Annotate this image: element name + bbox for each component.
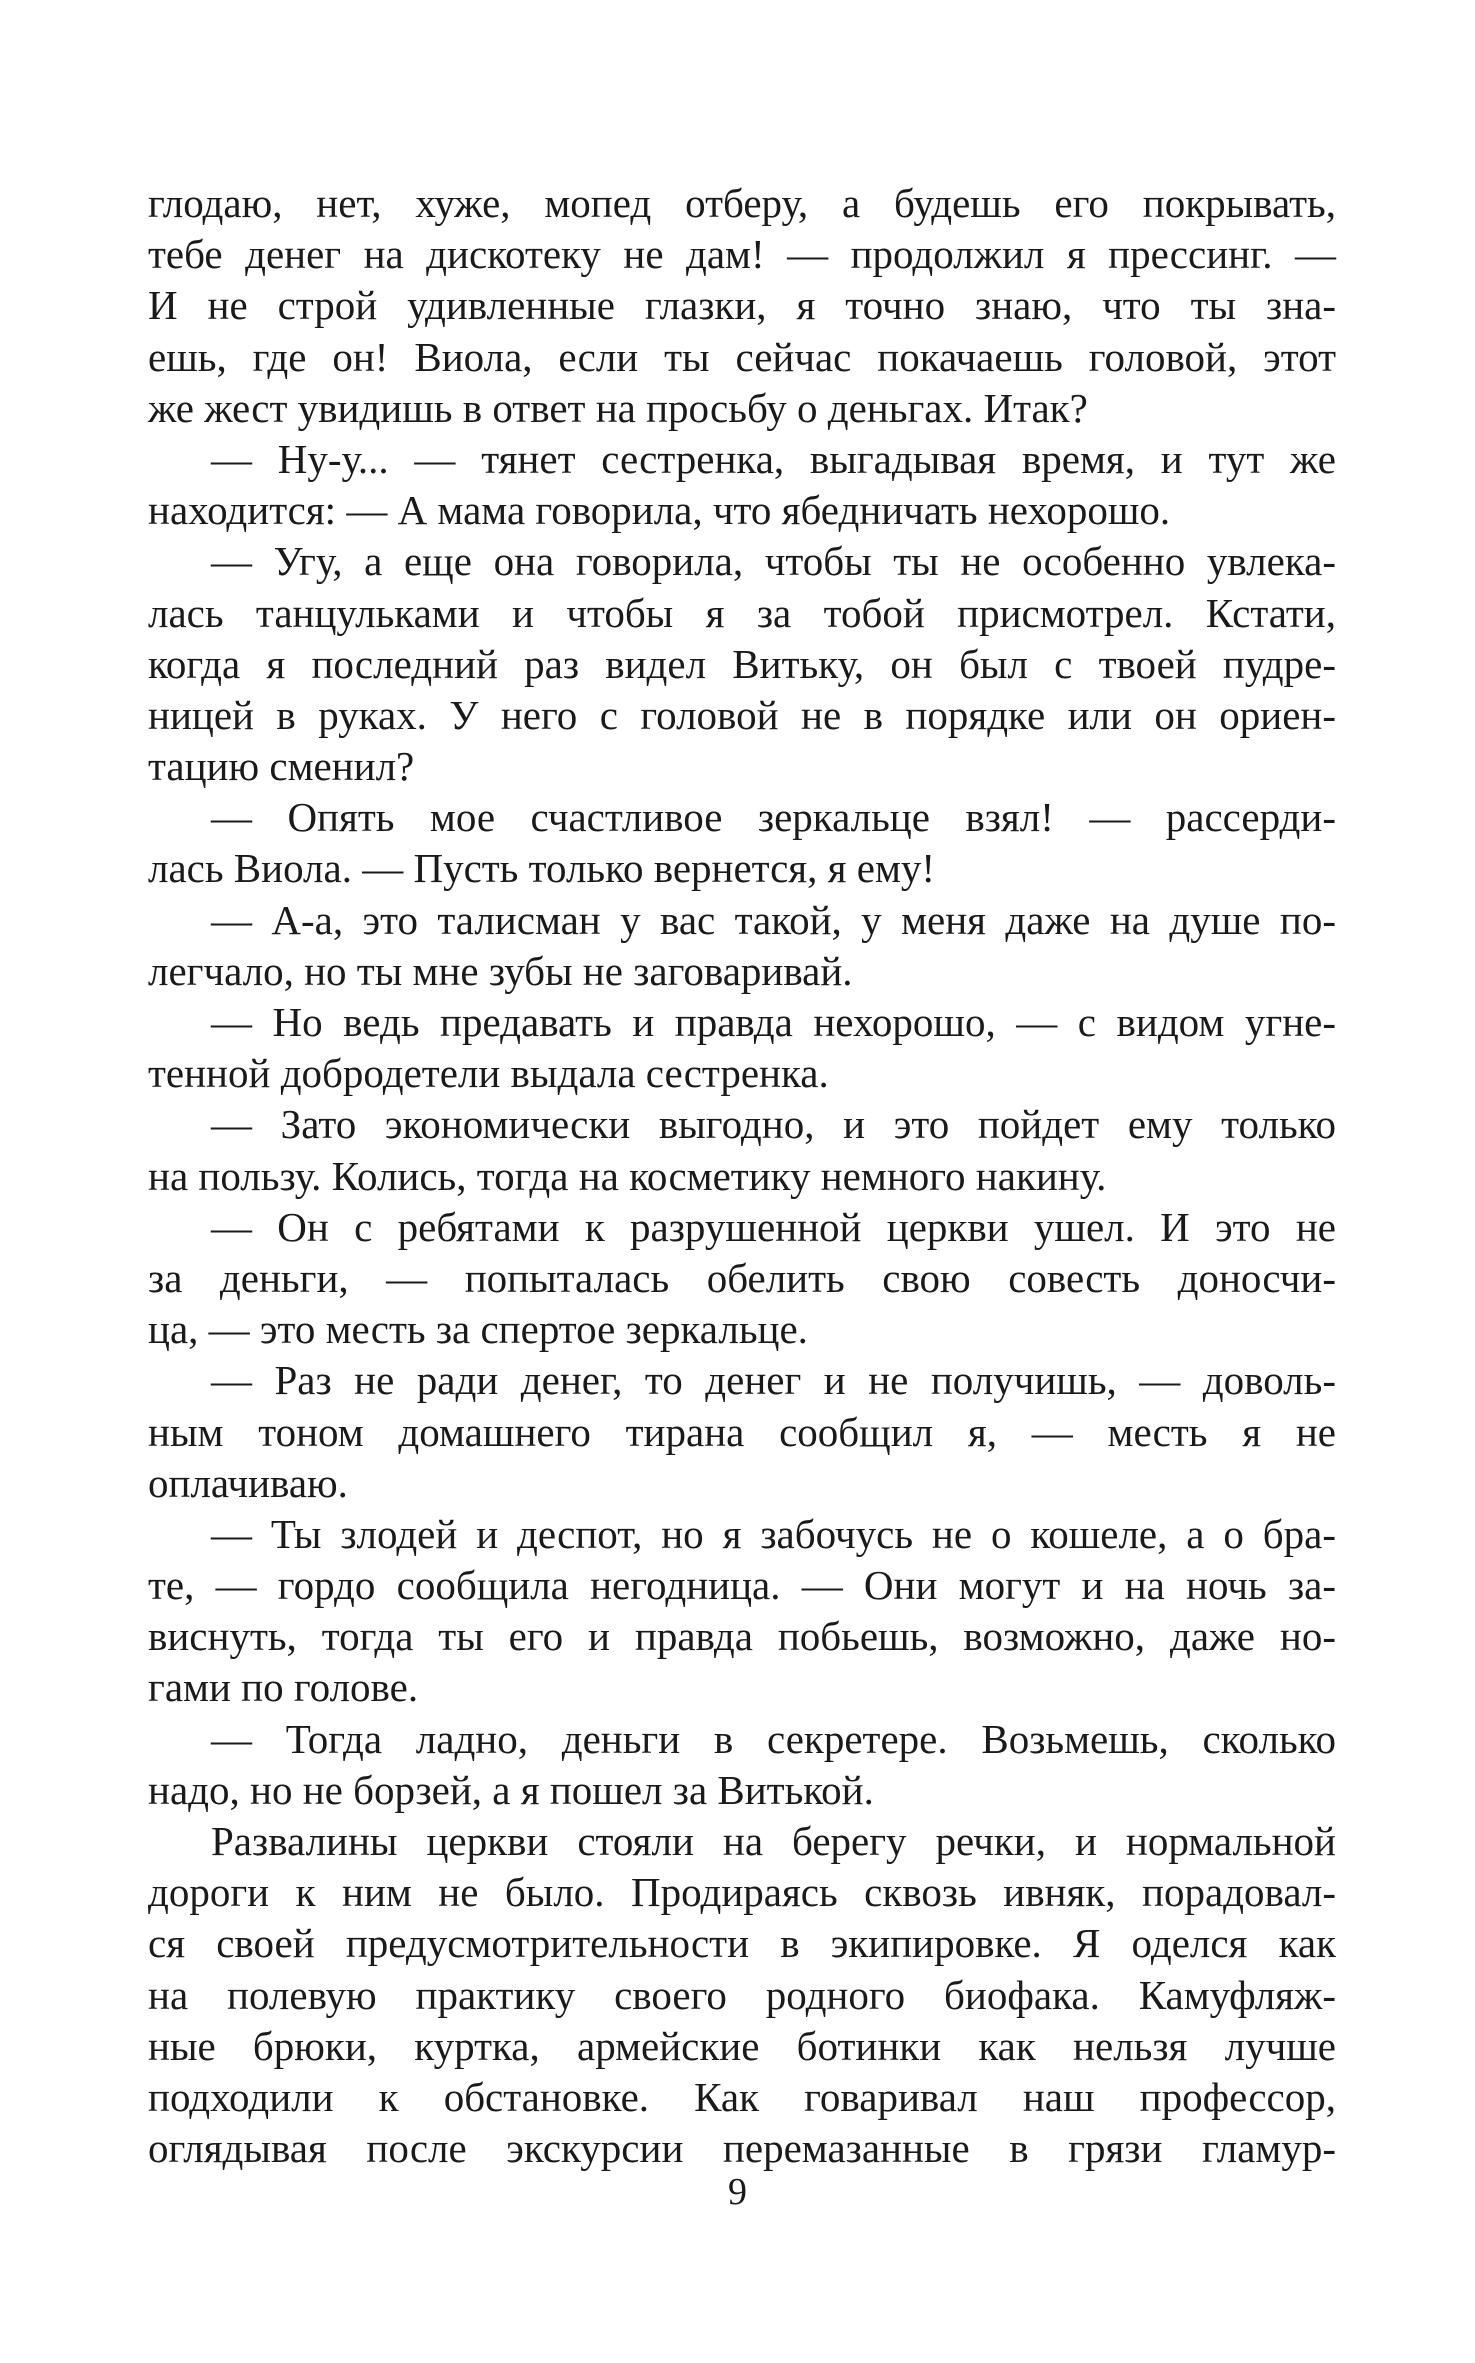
- text-line: ным тоном домашнего тирана сообщил я, — месть я не: [148, 1408, 1336, 1455]
- text-line: — Тогда ладно, деньги в секретере. Возьмешь, сколько: [211, 1715, 1336, 1762]
- text-line: — Он с ребятами к разрушенной церкви ушел. И это не: [211, 1203, 1336, 1250]
- text-line: — Угу, а еще она говорила, чтобы ты не особенно увлека-: [211, 538, 1336, 585]
- text-line: ца, — это месть за спертое зеркальце.: [148, 1306, 808, 1353]
- text-line: лась Виола. — Пусть только вернется, я ему!: [148, 845, 936, 892]
- text-line: тацию сменил?: [148, 743, 415, 790]
- text-line: — Опять мое счастливое зеркальце взял! — рассерди-: [211, 794, 1336, 841]
- text-line: гами по голове.: [148, 1664, 419, 1711]
- text-line: тебе денег на дискотеку не дам! — продолжил я прессинг. —: [148, 231, 1336, 278]
- text-line: ницей в руках. У него с головой не в порядке или он ориен-: [148, 691, 1336, 738]
- text-line: — Зато экономически выгодно, и это пойдет ему только: [211, 1101, 1336, 1148]
- text-line: дороги к ним не было. Продираясь сквозь ивняк, порадовал-: [148, 1869, 1336, 1916]
- text-line: — А-а, это талисман у вас такой, у меня даже на душе по-: [211, 896, 1336, 943]
- text-line: те, — гордо сообщила негодница. — Они могут и на ночь за-: [148, 1562, 1336, 1609]
- text-line: находится: — А мама говорила, что ябедничать нехорошо.: [148, 487, 1171, 534]
- text-line: — Раз не ради денег, то денег и не получишь, — доволь-: [211, 1357, 1336, 1404]
- text-line: на пользу. Колись, тогда на косметику немного накину.: [148, 1152, 1107, 1199]
- text-line: ешь, где он! Виола, если ты сейчас покачаешь головой, этот: [148, 333, 1336, 380]
- text-line: же жест увидишь в ответ на просьбу о деньгах. Итак?: [148, 384, 1088, 431]
- text-line: на полевую практику своего родного биофака. Камуфляж-: [148, 1971, 1336, 2018]
- text-line: оглядывая после экскурсии перемазанные в грязи гламур-: [148, 2125, 1336, 2172]
- text-line: — Но ведь предавать и правда нехорошо, — с видом угне-: [211, 999, 1336, 1045]
- text-line: — Ну-у... — тянет сестренка, выгадывая время, и тут же: [211, 435, 1336, 482]
- text-line: подходили к обстановке. Как говаривал наш профессор,: [148, 2073, 1336, 2120]
- text-line: оплачиваю.: [148, 1459, 348, 1506]
- text-line: — Ты злодей и деспот, но я забочусь не о кошеле, а о бра-: [211, 1510, 1336, 1557]
- text-line: глодаю, нет, хуже, мопед отберу, а будешь его покрывать,: [148, 180, 1336, 226]
- text-line: надо, но не борзей, а я пошел за Витькой.: [148, 1766, 874, 1813]
- text-line: виснуть, тогда ты его и правда побьешь, возможно, даже но-: [148, 1613, 1336, 1660]
- text-line: И не строй удивленные глазки, я точно знаю, что ты зна-: [148, 282, 1336, 329]
- text-line: тенной добродетели выдала сестренка.: [148, 1050, 829, 1097]
- text-line: ся своей предусмотрительности в экипировке. Я оделся как: [148, 1920, 1336, 1967]
- text-line: легчало, но ты мне зубы не заговаривай.: [148, 947, 853, 994]
- page-number: 9: [728, 2171, 747, 2213]
- text-line: когда я последний раз видел Витьку, он был с твоей пудре-: [148, 640, 1336, 687]
- text-line: лась танцульками и чтобы я за тобой присмотрел. Кстати,: [148, 589, 1336, 636]
- text-line: ные брюки, куртка, армейские ботинки как нельзя лучше: [148, 2022, 1336, 2069]
- text-line: Развалины церкви стояли на берегу речки, и нормальной: [211, 1818, 1336, 1864]
- text-line: за деньги, — попыталась обелить свою совесть доносчи-: [148, 1254, 1336, 1301]
- body-text: [148, 178, 1336, 2174]
